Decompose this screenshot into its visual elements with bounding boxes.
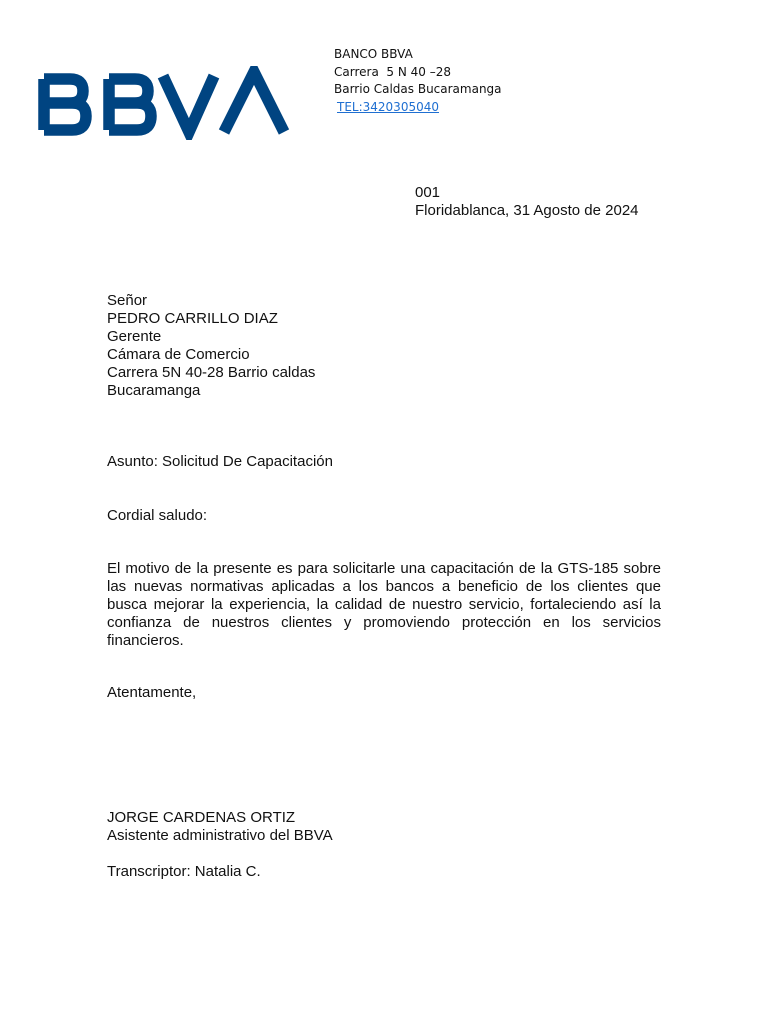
signature-block — [107, 809, 333, 845]
bank-name: BANCO BBVA — [334, 47, 413, 61]
body-paragraph: El motivo de la presente es para solicitarle una capacitación de la GTS-185 sobre las nuevas normativas aplicadas a los bancos a beneficio de los clientes que busca mejorar la experiencia, la calidad de nuestro servicio, fortaleciendo así la confianza de nuestros clientes y promoviendo protección en los servicios financieros. — [107, 560, 661, 649]
recipient-block — [107, 292, 315, 400]
signer-title: Asistente administrativo del BBVA — [107, 827, 333, 844]
bank-phone-link[interactable]: TEL:3420305040 — [337, 99, 439, 114]
bank-header — [334, 46, 502, 116]
bbva-logo — [38, 66, 290, 140]
recipient-salutation: Señor — [107, 292, 148, 309]
bank-address: Carrera 5 N 40 –28 — [334, 64, 452, 79]
transcriptor-note: Transcriptor: Natalia C. — [107, 863, 261, 880]
signer-name: JORGE CARDENAS ORTIZ — [107, 809, 296, 826]
recipient-position: Gerente — [107, 328, 162, 345]
closing: Atentamente, — [107, 684, 197, 701]
recipient-organization: Cámara de Comercio — [107, 346, 250, 363]
reference-number: 001 — [415, 184, 441, 201]
recipient-city: Bucaramanga — [107, 382, 201, 399]
recipient-name: PEDRO CARRILLO DIAZ — [107, 310, 278, 327]
recipient-address: Carrera 5N 40-28 Barrio caldas — [107, 364, 316, 381]
subject-line: Asunto: Solicitud De Capacitación — [107, 453, 333, 470]
greeting: Cordial saludo: — [107, 507, 208, 524]
reference-block — [415, 184, 639, 220]
place-date: Floridablanca, 31 Agosto de 2024 — [415, 202, 639, 219]
bank-city: Barrio Caldas Bucaramanga — [334, 82, 502, 97]
